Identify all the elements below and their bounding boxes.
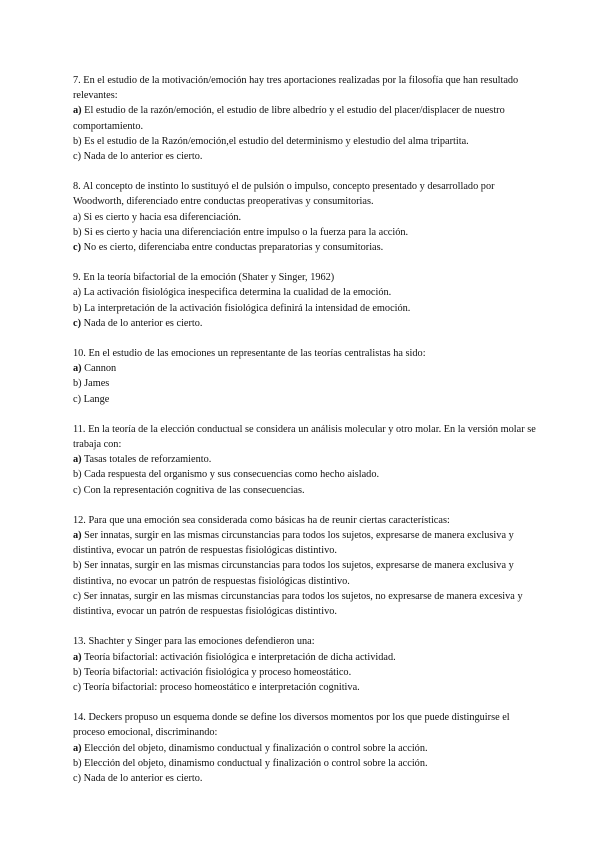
question-text: 11. En la teoría de la elección conductual se considera un análisis molecular y otro molar. En la versión molar se trabaja con: <box>73 423 536 451</box>
option-c <box>73 316 543 331</box>
question-11 <box>73 422 543 498</box>
option-c <box>73 680 543 695</box>
option-letter: b) <box>73 560 82 572</box>
option-b <box>73 756 543 771</box>
question-12 <box>73 513 543 619</box>
option-b <box>73 558 543 588</box>
option-letter: b) <box>73 378 82 390</box>
option-letter: c) <box>73 681 81 693</box>
question-text: 7. En el estudio de la motivación/emoción hay tres aportaciones realizadas por la filosofía que han resultado relevantes: <box>73 75 519 102</box>
question-8 <box>73 179 543 255</box>
option-letter: b) <box>73 666 82 678</box>
question-text: 13. Shachter y Singer para las emociones defendieron una: <box>73 636 315 648</box>
option-text: Tasas totales de reforzamiento. <box>81 454 212 466</box>
question-list <box>73 73 543 801</box>
option-text: Si es cierto y hacia una diferenciación entre impulso o la fuerza para la acción. <box>81 226 409 238</box>
option-a <box>73 210 543 225</box>
option-letter: b) <box>73 757 82 769</box>
option-a <box>73 650 543 665</box>
option-text: Lange <box>81 393 110 405</box>
option-a <box>73 103 543 133</box>
option-letter: c) <box>73 590 81 602</box>
option-text: Es el estudio de la Razón/emoción,el estudio del determinismo y elestudio del alma tripartita. <box>81 135 469 147</box>
option-text: Nada de lo anterior es cierto. <box>81 772 203 784</box>
option-letter: a) <box>73 363 82 375</box>
option-a <box>73 361 543 376</box>
option-letter: a) <box>73 211 81 223</box>
option-b <box>73 225 543 240</box>
option-letter: c) <box>73 772 81 784</box>
option-letter: a) <box>73 287 81 299</box>
option-text: El estudio de la razón/emoción, el estudio de libre albedrío y el estudio del placer/displacer de nuestro comportamiento. <box>73 105 505 132</box>
option-letter: a) <box>73 651 82 663</box>
option-text: Teoría bifactorial: activación fisiológica y proceso homeostático. <box>81 666 352 678</box>
option-c <box>73 589 543 619</box>
question-7 <box>73 73 543 164</box>
option-text: Elección del objeto, dinamismo conductual y finalización o control sobre la acción. <box>81 742 428 754</box>
option-text: Nada de lo anterior es cierto. <box>81 317 203 329</box>
option-letter: c) <box>73 393 81 405</box>
option-b <box>73 467 543 482</box>
option-letter: b) <box>73 226 82 238</box>
question-text: 8. Al concepto de instinto lo sustituyó el de pulsión o impulso, concepto presentado y desarrollado por Woodworth, diferenciado entre conductas preoperativas y consumitorias. <box>73 181 495 208</box>
option-letter: c) <box>73 242 81 254</box>
option-b <box>73 376 543 391</box>
question-9 <box>73 270 543 331</box>
option-text: Ser innatas, surgir en las mismas circunstancias para todos los sujetos, no expresarse de manera excesiva y distintiva, evocar un patrón de respuestas fisiológicas distintivo. <box>73 590 523 618</box>
option-letter: c) <box>73 151 81 163</box>
option-text: Ser innatas, surgir en las mismas circunstancias para todos los sujetos, expresarse de manera exclusiva y distintiva, no evocar un patrón de respuestas fisiológicas distintivo. <box>73 560 514 587</box>
option-a <box>73 452 543 467</box>
option-text: No es cierto, diferenciaba entre conductas preparatorias y consumitorias. <box>81 242 384 254</box>
option-c <box>73 240 543 255</box>
option-text: Teoría bifactorial: activación fisiológica e interpretación de dicha actividad. <box>81 651 396 663</box>
option-c <box>73 771 543 786</box>
option-text: Con la representación cognitiva de las consecuencias. <box>81 484 305 496</box>
option-b <box>73 665 543 680</box>
question-10 <box>73 346 543 407</box>
option-a <box>73 741 543 756</box>
option-b <box>73 301 543 316</box>
option-letter: b) <box>73 135 82 147</box>
option-letter: a) <box>73 105 82 117</box>
option-c <box>73 483 543 498</box>
option-letter: b) <box>73 302 82 314</box>
option-a <box>73 528 543 558</box>
option-letter: a) <box>73 530 82 542</box>
option-text: Nada de lo anterior es cierto. <box>81 151 203 163</box>
option-letter: a) <box>73 454 82 466</box>
option-text: Si es cierto y hacia esa diferenciación. <box>81 211 242 223</box>
option-text: La interpretación de la activación fisiológica definirá la intensidad de emoción. <box>81 302 411 314</box>
option-b <box>73 134 543 149</box>
option-text: Ser innatas, surgir en las mismas circunstancias para todos los sujetos, expresarse de manera exclusiva y distintiva, evocar un patrón de respuestas fisiológicas distintivo. <box>73 530 514 557</box>
option-letter: c) <box>73 484 81 496</box>
option-letter: b) <box>73 469 82 481</box>
question-text: 12. Para que una emoción sea considerada como básicas ha de reunir ciertas características: <box>73 514 450 526</box>
question-text: 10. En el estudio de las emociones un representante de las teorías centralistas ha sido: <box>73 348 426 360</box>
option-text: La activación fisiológica inespecifica determina la cualidad de la emoción. <box>81 287 392 299</box>
option-text: Cada respuesta del organismo y sus consecuencias como hecho aislado. <box>81 469 380 481</box>
option-text: Teoría bifactorial: proceso homeostático e interpretación cognitiva. <box>81 681 360 693</box>
option-text: Cannon <box>81 363 117 375</box>
option-c <box>73 392 543 407</box>
option-letter: c) <box>73 317 81 329</box>
question-13 <box>73 634 543 695</box>
question-text: 14. Deckers propuso un esquema donde se define los diversos momentos por los que puede distinguirse el proceso emocional, discriminando: <box>73 712 510 739</box>
option-text: James <box>81 378 110 390</box>
option-letter: a) <box>73 742 82 754</box>
question-14 <box>73 710 543 786</box>
option-a <box>73 285 543 300</box>
option-c <box>73 149 543 164</box>
question-text: 9. En la teoría bifactorial de la emoción (Shater y Singer, 1962) <box>73 272 335 284</box>
option-text: Elección del objeto, dinamismo conductual y finalización o control sobre la acción. <box>81 757 428 769</box>
